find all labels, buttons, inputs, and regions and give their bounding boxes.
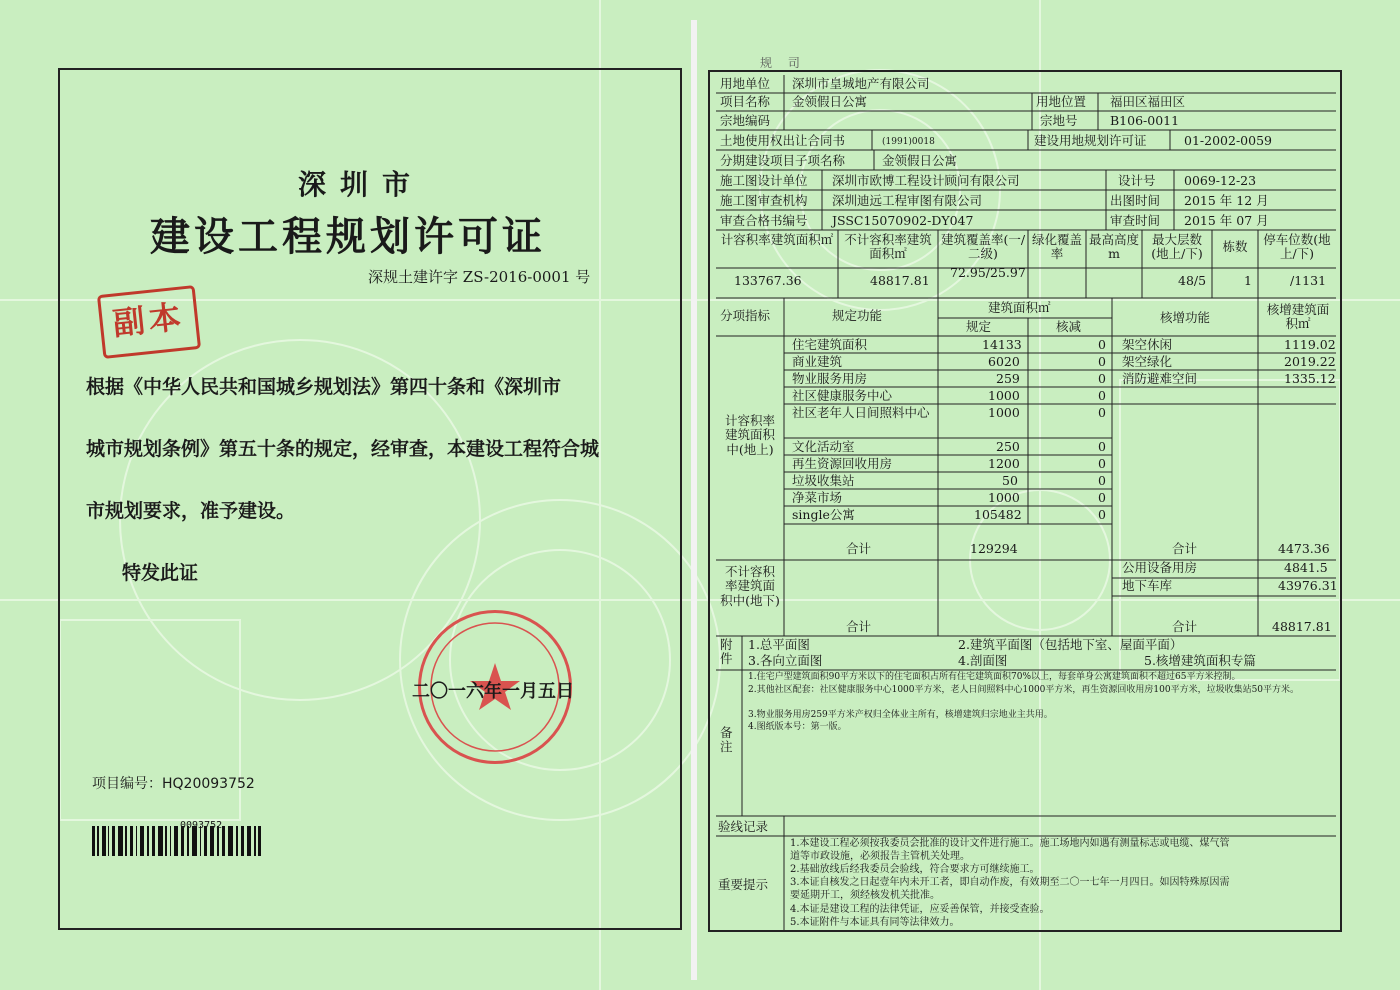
below-total-value: 48817.81 bbox=[1272, 619, 1332, 634]
location-label: 用地位置 bbox=[1036, 94, 1087, 109]
row-func: 住宅建筑面积 bbox=[792, 337, 868, 352]
metric-value-non-far: 48817.81 bbox=[870, 273, 930, 288]
metric-value-parking: /1131 bbox=[1290, 273, 1327, 288]
certify-text: 特发此证 bbox=[122, 562, 199, 584]
row-reduce: 0 bbox=[1098, 473, 1106, 488]
row-func: 净菜市场 bbox=[792, 490, 843, 505]
row-verify-func: 架空绿化 bbox=[1122, 354, 1173, 369]
row-func: 垃圾收集站 bbox=[792, 473, 855, 488]
metric-header-buildings: 栋数 bbox=[1222, 239, 1248, 254]
landuse-permit-label: 建设用地规划许可证 bbox=[1034, 133, 1147, 148]
design-no-value: 0069-12-23 bbox=[1184, 173, 1257, 188]
note-line: 4.图纸版本号：第一版。 bbox=[748, 722, 847, 732]
below-row-area: 43976.31 bbox=[1278, 578, 1338, 593]
row-func: 社区老年人日间照料中心 bbox=[792, 405, 930, 420]
metric-value-coverage: 72.95/25.97 bbox=[950, 265, 1026, 280]
review-cert-label: 审查合格书编号 bbox=[720, 213, 808, 228]
review-cert-value: JSSC15070902-DY047 bbox=[832, 213, 974, 228]
breakdown-reduce-header: 核减 bbox=[1056, 319, 1082, 334]
copy-stamp: 副本 bbox=[97, 285, 201, 359]
total-area: 129294 bbox=[970, 541, 1018, 556]
group-below-label: 不计容积率建筑面积中(地下) bbox=[720, 564, 780, 608]
contract-value: (1991)0018 bbox=[882, 137, 935, 147]
important-label: 重要提示 bbox=[718, 877, 769, 892]
attach-label: 附件 bbox=[720, 637, 733, 667]
row-area: 250 bbox=[996, 439, 1020, 454]
inspection-label: 验线记录 bbox=[718, 819, 769, 834]
breakdown-specified-header: 规定 bbox=[966, 319, 992, 334]
body-line-3: 市规划要求，准予建设。 bbox=[86, 500, 296, 522]
metric-header-far: 计容积率建筑面积㎡ bbox=[720, 232, 834, 247]
review-time-value: 2015 年 07 月 bbox=[1184, 213, 1269, 228]
row-area: 1000 bbox=[988, 388, 1020, 403]
landuse-permit-value: 01-2002-0059 bbox=[1184, 133, 1272, 148]
breakdown-area-header: 建筑面积㎡ bbox=[988, 300, 1051, 315]
parcel-code-label: 宗地编码 bbox=[720, 113, 771, 128]
metric-value-far: 133767.36 bbox=[734, 273, 802, 288]
permit-number: 深规土建许字 ZS-2016-0001 号 bbox=[368, 268, 591, 286]
parcel-no-label: 宗地号 bbox=[1040, 113, 1078, 128]
issue-time-label: 出图时间 bbox=[1110, 193, 1161, 208]
phase-label: 分期建设项目子项名称 bbox=[720, 153, 846, 168]
barcode-number: 0093752 bbox=[180, 820, 223, 831]
parcel-no-value: B106-0011 bbox=[1110, 113, 1180, 128]
note-line: 3.物业服务用房259平方米产权归全体业主所有，核增建筑归宗地业主共用。 bbox=[748, 710, 1053, 720]
land-user-label: 用地单位 bbox=[720, 76, 771, 91]
row-area: 1000 bbox=[988, 405, 1020, 420]
metric-header-parking: 停车位数(地上/下) bbox=[1263, 232, 1331, 262]
metric-header-floors: 最大层数(地上/下) bbox=[1151, 232, 1203, 262]
important-line: 要延期开工，须经核发机关批准。 bbox=[790, 890, 940, 901]
row-reduce: 0 bbox=[1098, 490, 1106, 505]
design-unit-label: 施工图设计单位 bbox=[720, 173, 808, 188]
row-area: 259 bbox=[996, 371, 1020, 386]
total-label: 合计 bbox=[846, 541, 872, 556]
row-func: 再生资源回收用房 bbox=[792, 456, 893, 471]
row-reduce: 0 bbox=[1098, 439, 1106, 454]
project-number: 项目编号：HQ20093752 bbox=[92, 776, 255, 792]
design-no-label: 设计号 bbox=[1118, 173, 1156, 188]
attach-item: 5.核增建筑面积专篇 bbox=[1144, 653, 1256, 668]
location-value: 福田区福田区 bbox=[1110, 94, 1186, 109]
design-unit-value: 深圳市欧博工程设计顾问有限公司 bbox=[832, 173, 1020, 188]
row-area: 6020 bbox=[988, 354, 1020, 369]
attach-item: 3.各向立面图 bbox=[748, 653, 823, 668]
below-total2-label: 合计 bbox=[1172, 619, 1198, 634]
below-row-func: 地下车库 bbox=[1122, 578, 1173, 593]
row-reduce: 0 bbox=[1098, 371, 1106, 386]
row-func: 商业建筑 bbox=[792, 354, 843, 369]
note-line: 2.其他社区配套：社区健康服务中心1000平方米，老人日间照料中心1000平方米，再生资源回收用房100平方米，垃圾收集站50平方米。 bbox=[748, 685, 1300, 695]
row-func: 社区健康服务中心 bbox=[792, 388, 893, 403]
review-time-label: 审查时间 bbox=[1110, 213, 1161, 228]
issue-time-value: 2015 年 12 月 bbox=[1184, 193, 1269, 208]
phase-value: 金领假日公寓 bbox=[882, 153, 958, 168]
row-area: 1200 bbox=[988, 456, 1020, 471]
project-name-label: 项目名称 bbox=[720, 94, 771, 109]
breakdown-index-header: 分项指标 bbox=[720, 308, 771, 323]
row-func: 物业服务用房 bbox=[792, 371, 868, 386]
row-func: single公寓 bbox=[792, 507, 855, 522]
row-reduce: 0 bbox=[1098, 456, 1106, 471]
header-mark: 规 司 bbox=[760, 56, 806, 70]
land-user-value: 深圳市皇城地产有限公司 bbox=[792, 76, 930, 91]
review-org-label: 施工图审查机构 bbox=[720, 193, 808, 208]
important-line: 道等市政设施，必须报告主管机关处理。 bbox=[790, 851, 970, 862]
total-verify-value: 4473.36 bbox=[1278, 541, 1330, 556]
row-reduce: 0 bbox=[1098, 388, 1106, 403]
important-line: 3.本证自核发之日起壹年内未开工者，即自动作废，有效期至二〇一七年一月四日。如因特殊原因需 bbox=[790, 877, 1230, 888]
important-line: 1.本建设工程必须按我委员会批准的设计文件进行施工。施工场地内如遇有测量标志或电缆、煤气管 bbox=[790, 838, 1230, 849]
issuing-city: 深圳市 bbox=[298, 168, 425, 201]
attach-item: 4.剖面图 bbox=[958, 653, 1008, 668]
row-reduce: 0 bbox=[1098, 507, 1106, 522]
metric-header-coverage: 建筑覆盖率(一/二级) bbox=[940, 232, 1026, 262]
row-verify-func: 消防避难空间 bbox=[1122, 371, 1198, 386]
row-reduce: 0 bbox=[1098, 354, 1106, 369]
body-line-1: 根据《中华人民共和国城乡规划法》第四十条和《深圳市 bbox=[86, 376, 562, 398]
row-reduce: 0 bbox=[1098, 337, 1106, 352]
review-org-value: 深圳迪远工程审图有限公司 bbox=[832, 193, 983, 208]
row-area: 50 bbox=[1002, 473, 1018, 488]
metric-value-floors: 48/5 bbox=[1178, 273, 1207, 288]
row-verify-area: 1335.12 bbox=[1284, 371, 1336, 386]
important-line: 5.本证附件与本证具有同等法律效力。 bbox=[790, 917, 960, 928]
row-area: 1000 bbox=[988, 490, 1020, 505]
body-line-2: 城市规划条例》第五十条的规定，经审查，本建设工程符合城 bbox=[86, 438, 600, 460]
row-area: 14133 bbox=[982, 337, 1022, 352]
below-row-area: 4841.5 bbox=[1284, 560, 1328, 575]
row-reduce: 0 bbox=[1098, 405, 1106, 420]
below-row-func: 公用设备用房 bbox=[1122, 560, 1198, 575]
group-above-label: 计容积率建筑面积中(地上) bbox=[724, 413, 775, 457]
note-line: 1.住宅户型建筑面积90平方米以下的住宅面积占所有住宅建筑面积70%以上，每套单身公寓建筑面积不超过65平方米控制。 bbox=[748, 672, 1241, 682]
breakdown-function-header: 规定功能 bbox=[832, 308, 883, 323]
issue-date: 二〇一六年一月五日 bbox=[412, 681, 574, 702]
barcode-icon bbox=[92, 822, 262, 858]
breakdown-verify-func-header: 核增功能 bbox=[1160, 310, 1211, 325]
metric-value-buildings: 1 bbox=[1244, 273, 1252, 288]
metric-header-height: 最高高度m bbox=[1088, 232, 1139, 262]
contract-label: 土地使用权出让合同书 bbox=[720, 133, 846, 148]
notes-label: 备注 bbox=[720, 725, 733, 755]
row-verify-area: 1119.02 bbox=[1284, 337, 1336, 352]
below-total-label: 合计 bbox=[846, 619, 872, 634]
project-name-value: 金领假日公寓 bbox=[792, 94, 868, 109]
attach-item: 1.总平面图 bbox=[748, 637, 810, 652]
metric-header-green: 绿化覆盖率 bbox=[1031, 232, 1082, 262]
row-func: 文化活动室 bbox=[792, 439, 855, 454]
important-line: 2.基础放线后经我委员会验线，符合要求方可继续施工。 bbox=[790, 864, 1040, 875]
attach-item: 2.建筑平面图（包括地下室、屋面平面） bbox=[958, 637, 1183, 652]
row-verify-func: 架空休闲 bbox=[1122, 337, 1173, 352]
row-verify-area: 2019.22 bbox=[1284, 354, 1336, 369]
important-line: 4.本证是建设工程的法律凭证，应妥善保管，并接受查验。 bbox=[790, 904, 1050, 915]
metric-header-non-far: 不计容积率建筑面积㎡ bbox=[844, 232, 932, 262]
total-verify-label: 合计 bbox=[1172, 541, 1198, 556]
certificate-title: 建设工程规划许可证 bbox=[150, 214, 546, 260]
breakdown-verify-area-header: 核增建筑面积㎡ bbox=[1266, 302, 1330, 332]
row-area: 105482 bbox=[974, 507, 1022, 522]
